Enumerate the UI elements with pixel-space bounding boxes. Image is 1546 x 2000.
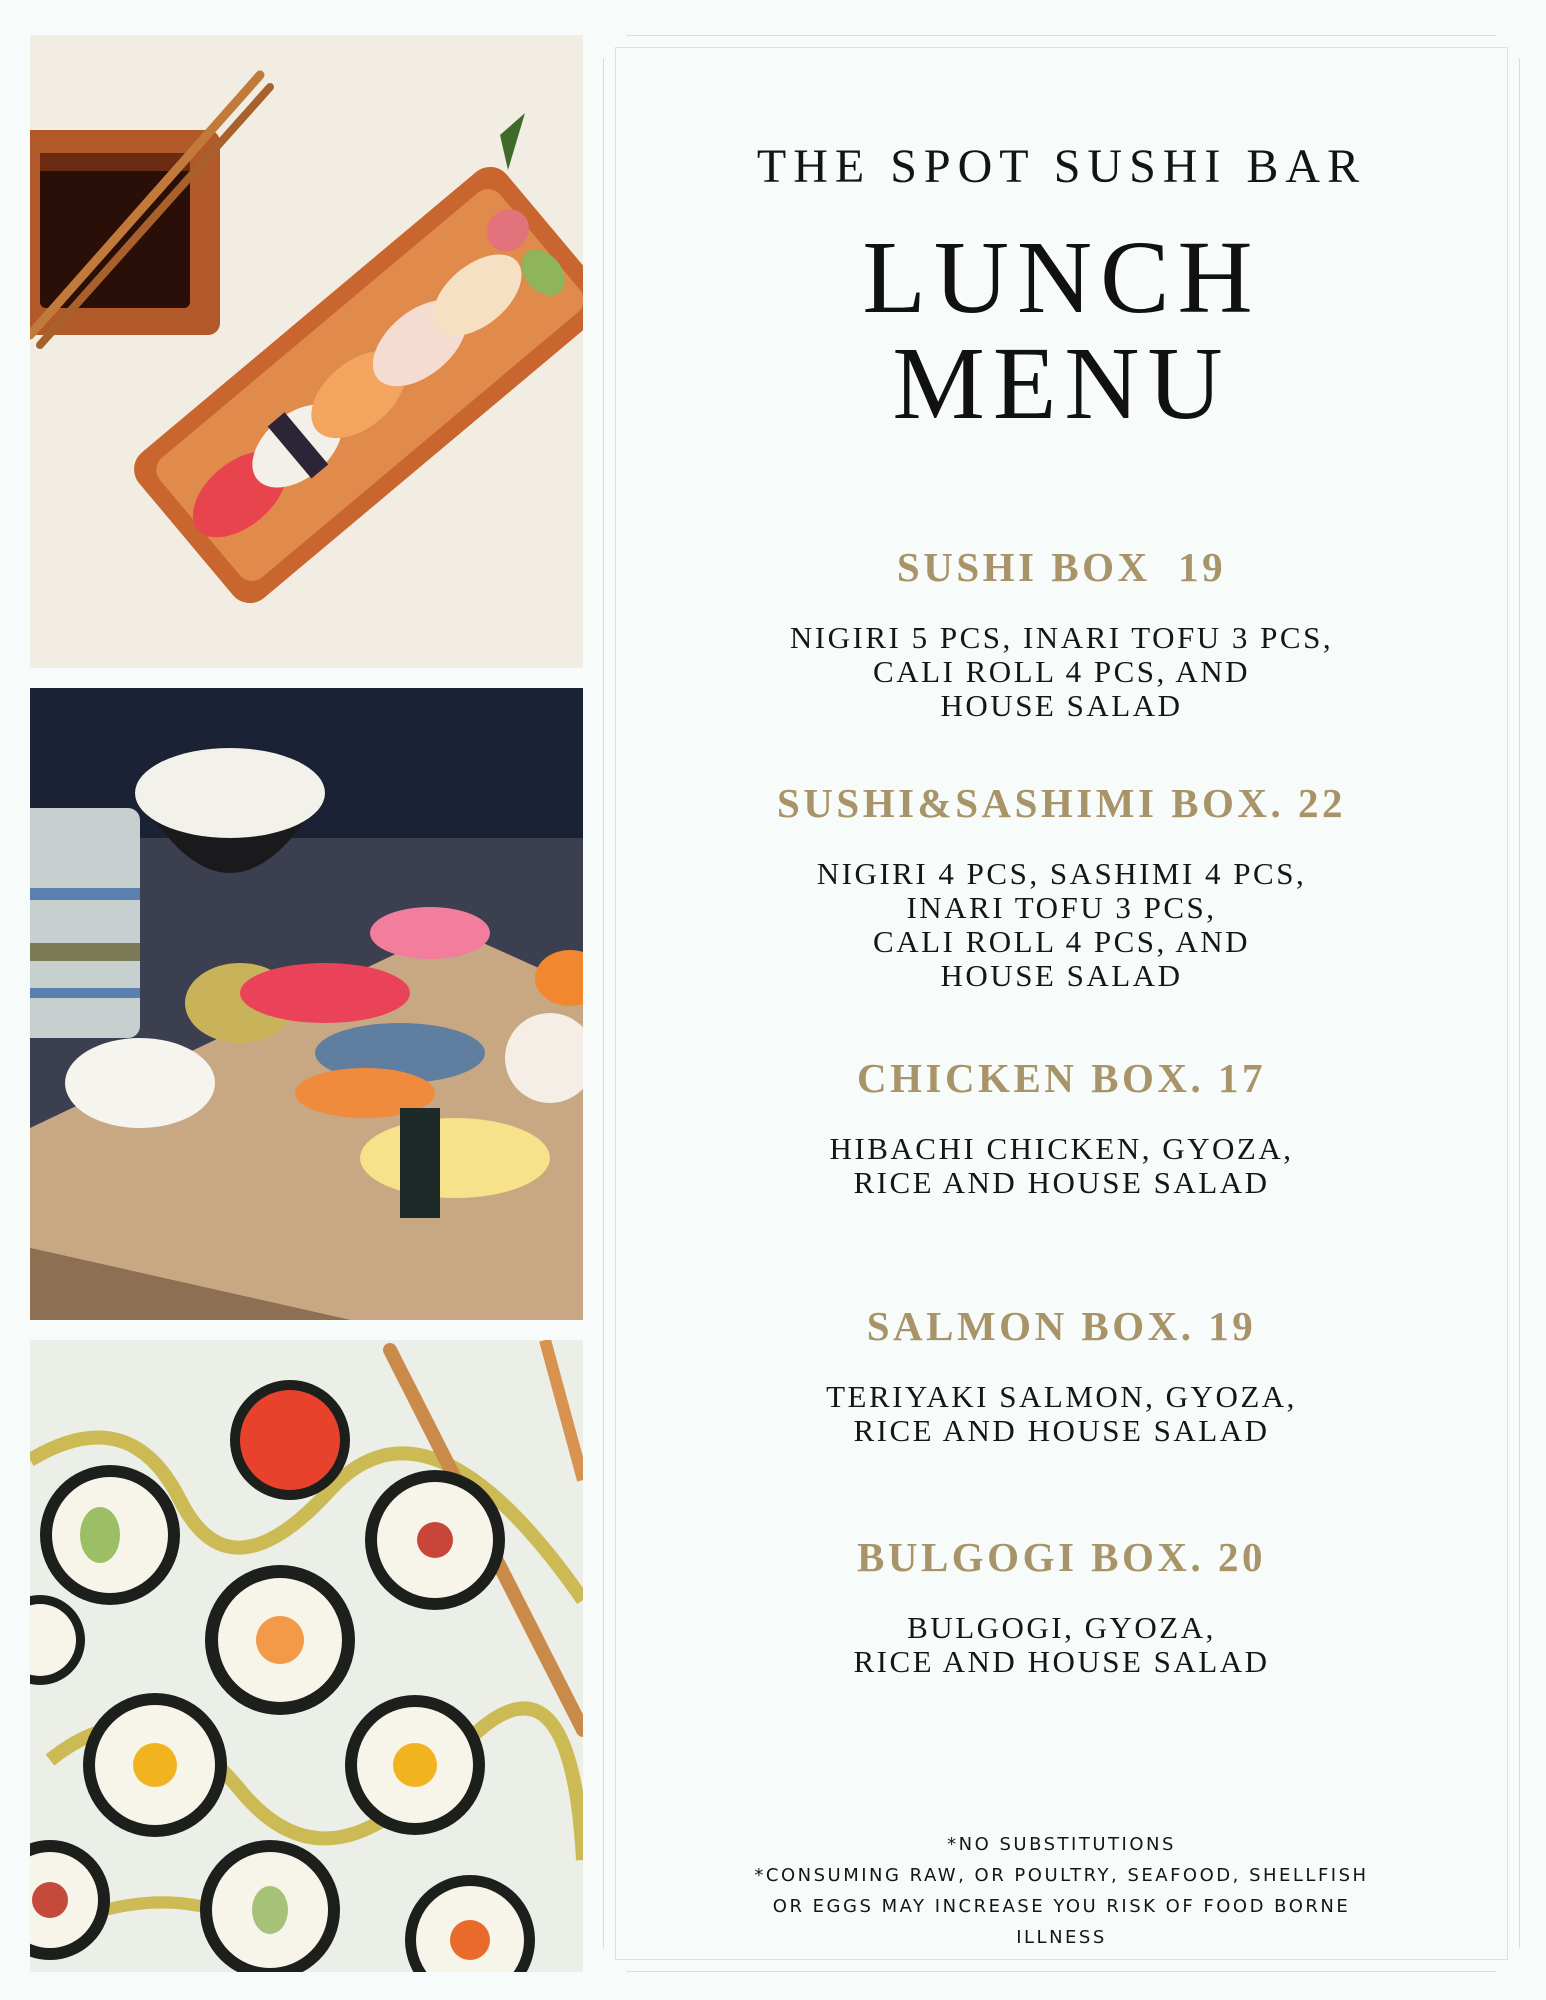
disclaimer-line: ILLNESS [1016,1927,1107,1948]
description-line: INARI TOFU 3 PCS, [906,890,1217,925]
description-line: HOUSE SALAD [940,958,1183,993]
menu-title-line-1: LUNCH [862,220,1261,335]
section-title: CHICKEN BOX. 17 [856,1055,1266,1101]
photo-sushi-board [30,688,583,1320]
menu-title-line-2: MENU [892,326,1231,441]
section-description [615,1132,1508,1200]
section-title: SUSHI BOX 19 [896,544,1227,590]
restaurant-name: THE SPOT SUSHI BAR [756,140,1367,193]
description-line: RICE AND HOUSE SALAD [853,1165,1270,1200]
disclaimer-line: OR EGGS MAY INCREASE YOU RISK OF FOOD BORNE [772,1896,1351,1917]
photo-nigiri-tray [30,35,583,668]
description-line: CALI ROLL 4 PCS, AND [873,654,1250,689]
description-line: HOUSE SALAD [940,688,1183,723]
section-title: BULGOGI BOX. 20 [856,1534,1267,1580]
section-title: SUSHI&SASHIMI BOX. 22 [776,780,1347,826]
menu-section-bulgogi-box [615,1533,1508,1679]
description-line: RICE AND HOUSE SALAD [853,1413,1270,1448]
disclaimer-line: *NO SUBSTITUTIONS [947,1834,1176,1855]
menu-section-salmon-box [615,1302,1508,1448]
description-line: BULGOGI, GYOZA, [907,1610,1216,1645]
description-line: NIGIRI 5 PCS, INARI TOFU 3 PCS, [789,620,1334,655]
section-title: SALMON BOX. 19 [866,1303,1257,1349]
menu-section-sushi-box [615,543,1508,723]
description-line: RICE AND HOUSE SALAD [853,1644,1270,1679]
menu-disclaimer [615,1829,1508,1953]
menu-section-chicken-box [615,1054,1508,1200]
description-line: CALI ROLL 4 PCS, AND [873,924,1250,959]
photo-maki-rolls [30,1340,583,1972]
disclaimer-line: *CONSUMING RAW, OR POULTRY, SEAFOOD, SHELLFISH [754,1865,1369,1886]
section-description [615,1380,1508,1448]
description-line: TERIYAKI SALMON, GYOZA, [826,1379,1297,1414]
menu-section-sushi-sashimi-box [615,779,1508,993]
section-description [615,857,1508,993]
section-description [615,621,1508,723]
menu-panel [615,47,1508,1960]
menu-title [615,220,1508,441]
section-description [615,1611,1508,1679]
description-line: HIBACHI CHICKEN, GYOZA, [829,1131,1294,1166]
description-line: NIGIRI 4 PCS, SASHIMI 4 PCS, [816,856,1307,891]
